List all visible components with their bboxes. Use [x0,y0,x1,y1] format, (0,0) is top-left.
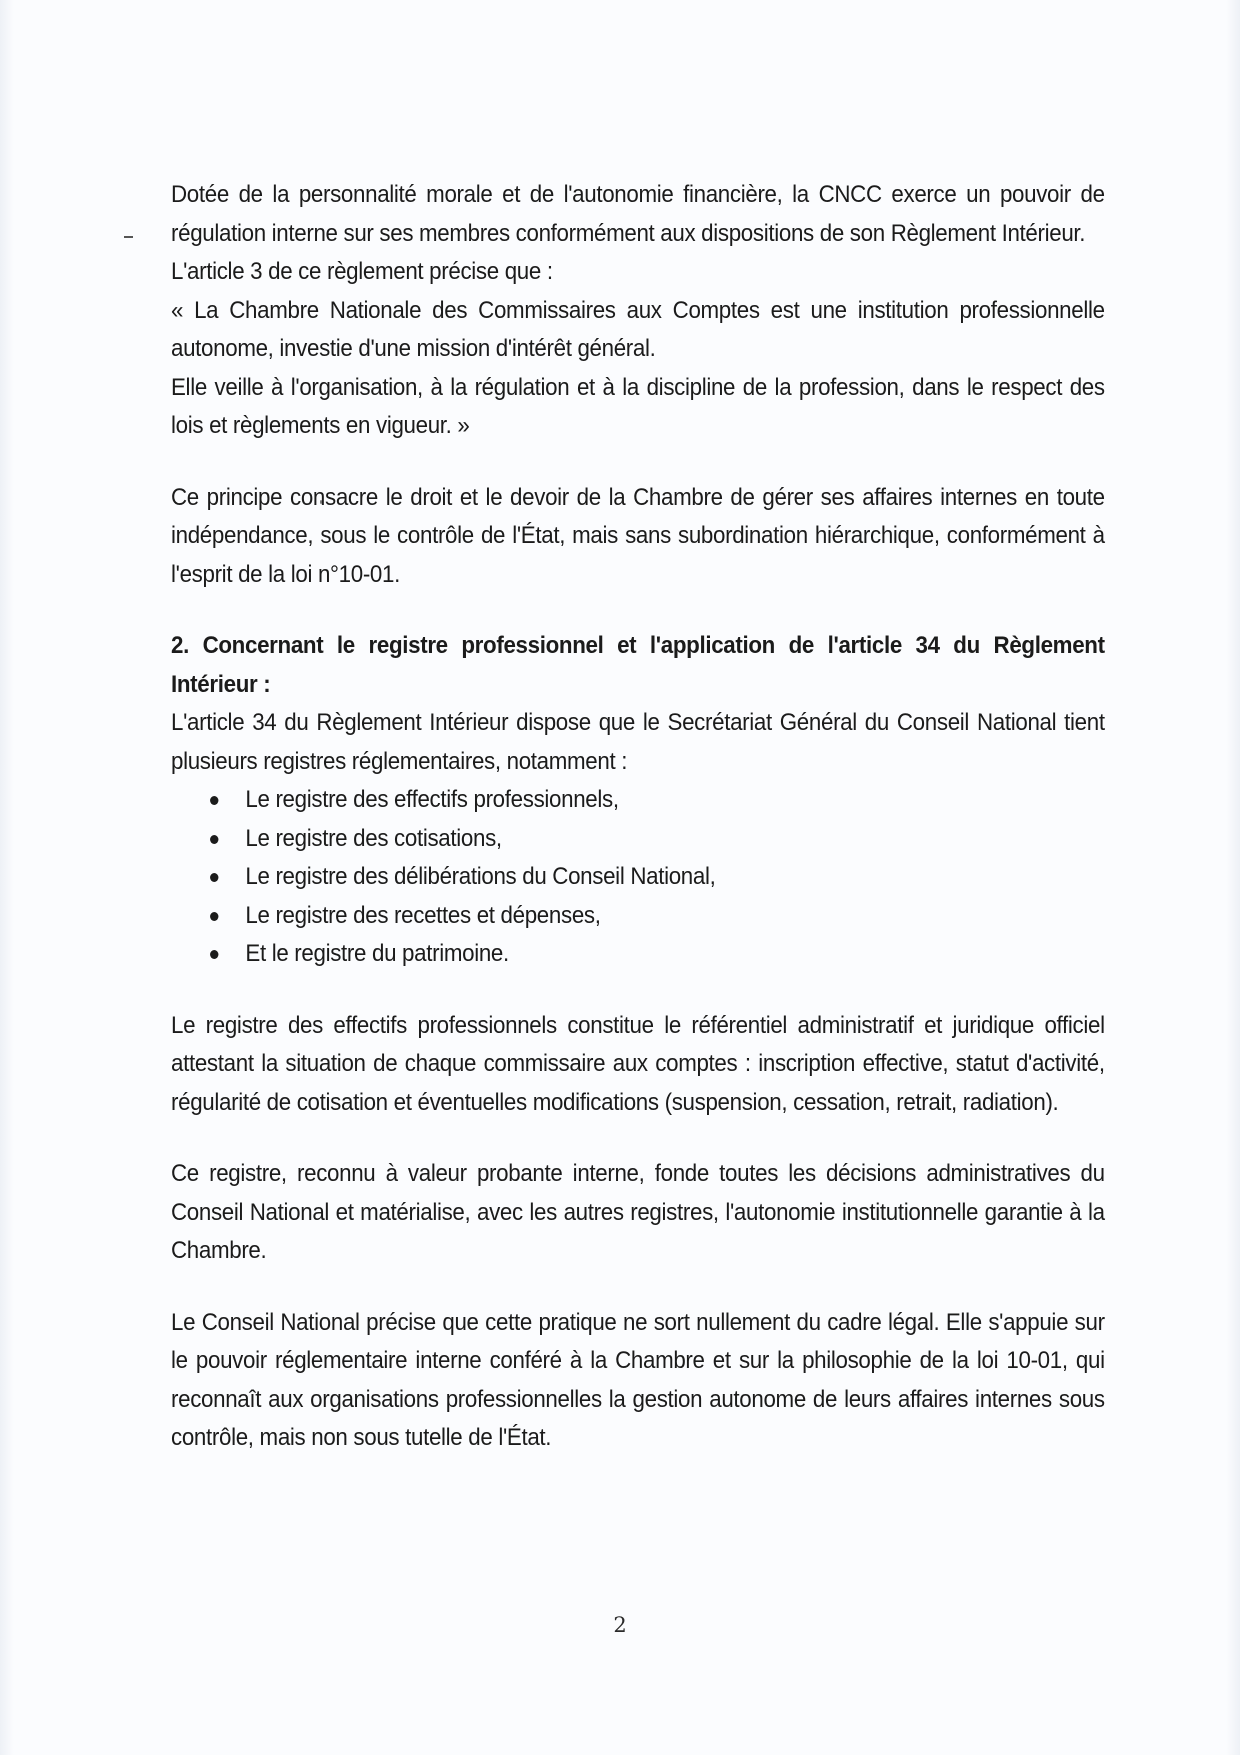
paragraph-principle: Ce principe consacre le droit et le devoir de la Chambre de gérer ses affaires internes en toute indépendance, sous le contrôle de l'État, mais sans subordination hiérarchique, conformément à l'esprit de la loi n°10-01. [171,483,1105,588]
list-item-text: Le registre des cotisations, [245,824,502,852]
registers-list [171,781,1105,974]
paragraph-gap [171,594,1105,627]
section-2-heading: 2. Concernant le registre professionnel et l'application de l'article 34 du Règlement Intérieur : [171,632,1105,698]
article-3-intro: L'article 3 de ce règlement précise que : [171,258,553,285]
margin-mark [124,236,133,238]
bullet-icon [210,873,218,882]
list-item-text: Le registre des délibérations du Conseil National, [245,863,716,890]
bullet-icon [210,835,218,844]
list-item-text: Et le registre du patrimoine. [245,940,509,967]
paragraph-gap [171,1271,1105,1304]
article-3-quote-line-1: « La Chambre Nationale des Commissaires aux Comptes est une institution professionnelle autonome, investie d'une mission d'intérêt général. [171,296,1105,362]
bullet-icon [210,912,218,921]
article-3-quote-line-2: Elle veille à l'organisation, à la régulation et à la discipline de la profession, dans le respect des lois et règlements en vigueur. » [171,373,1105,439]
paragraph-probative-value: Ce registre, reconnu à valeur probante interne, fonde toutes les décisions administratives du Conseil National et matérialise, avec les autres registres, l'autonomie institutionnelle garantie à la Chambre. [171,1160,1105,1264]
paragraph-legal-framework: Le Conseil National précise que cette pratique ne sort nullement du cadre légal. Elle s'appuie sur le pouvoir réglementaire interne conféré à la Chambre et sur la philosophie de la loi 10-01, qui reconnaît aux organisations professionnelles la gestion autonome de leurs affaires internes sous contrôle, mais non sous tutelle de l'État. [171,1308,1105,1451]
paragraph-gap [171,974,1105,1007]
list-item [208,820,1105,859]
list-item-text: Le registre des effectifs professionnels, [245,786,619,813]
list-item [208,935,1105,974]
article-34-intro: L'article 34 du Règlement Intérieur dispose que le Secrétariat Général du Conseil National tient plusieurs registres réglementaires, notamment : [171,709,1105,775]
list-item [208,897,1105,936]
document-body [171,176,1105,1458]
list-item [208,858,1105,897]
paragraph-register-definition: Le registre des effectifs professionnels constitue le référentiel administratif et juridique officiel attestant la situation de chaque commissaire aux comptes : inscription effective, statut d'activité, régularité de cotisation et éventuelles modifications (suspension, cessation, retrait, radiation). [171,1011,1105,1116]
list-item-text: Le registre des recettes et dépenses, [245,901,601,929]
bullet-icon [210,950,218,959]
paragraph-gap [171,1122,1105,1155]
paragraph-gap [171,446,1105,479]
bullet-icon [210,796,218,805]
page-number: 2 [613,1613,627,1637]
list-item [208,781,1105,820]
paragraph-cncc-autonomy: Dotée de la personnalité morale et de l'autonomie financière, la CNCC exerce un pouvoir de régulation interne sur ses membres conformément aux dispositions de son Règlement Intérieur. [171,181,1105,247]
